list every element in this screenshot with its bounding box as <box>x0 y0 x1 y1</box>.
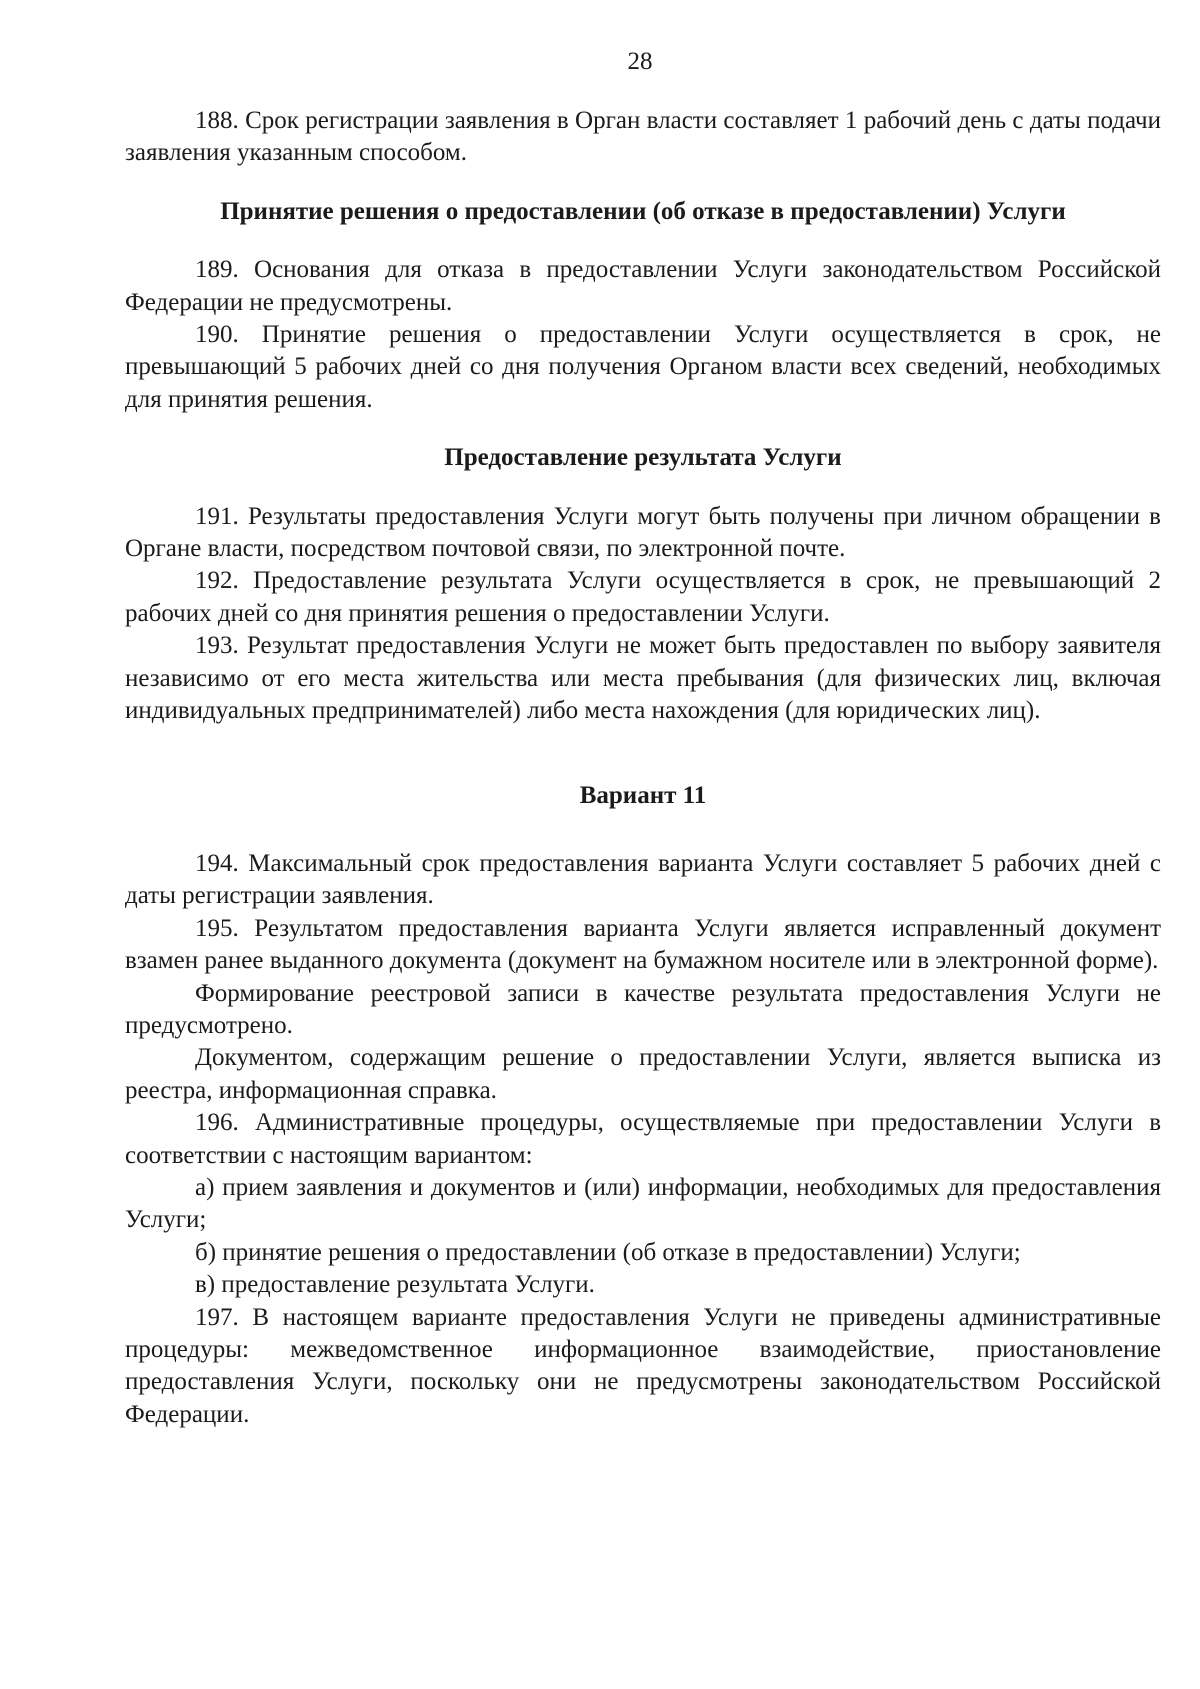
paragraph-195-document: Документом, содержащим решение о предоставлении Услуги, является выписка из реестра, информационная справка. <box>125 1044 1161 1104</box>
paragraph-189: 189. Основания для отказа в предоставлении Услуги законодательством Российской Федерации не предусмотрены. <box>125 256 1161 316</box>
spacer <box>125 728 1161 780</box>
spacer <box>125 812 1161 848</box>
paragraph-197: 197. В настоящем варианте предоставления Услуги не приведены административные процедуры: межведомственное информационное взаимодействие, приостановление предоставления Услуги, поскольку они не предусмотрены законодательством Российской Федерации. <box>125 1303 1161 1428</box>
paragraph-188: 188. Срок регистрации заявления в Орган власти составляет 1 рабочий день с даты подачи заявления указанным способом. <box>125 107 1161 167</box>
section-heading-result: Предоставление результата Услуги <box>444 444 842 472</box>
paragraph-192: 192. Предоставление результата Услуги осуществляется в срок, не превышающий 2 рабочих дней со дня принятия решения о предоставлении Услуги. <box>125 567 1161 627</box>
spacer <box>125 475 1161 501</box>
spacer <box>125 416 1161 442</box>
spacer <box>125 170 1161 196</box>
paragraph-195: 195. Результатом предоставления варианта Услуги является исправленный документ взамен ранее выданного документа (документ на бумажном носителе или в электронной форме). <box>125 914 1161 975</box>
list-item-196-a: а) прием заявления и документов и (или) информации, необходимых для предоставления Услуги; <box>125 1173 1161 1234</box>
section-heading-variant: Вариант 11 <box>579 781 707 809</box>
section-heading-decision: Принятие решения о предоставлении (об отказе в предоставлении) Услуги <box>220 197 1066 225</box>
page-number: 28 <box>627 48 653 75</box>
spacer <box>125 228 1161 254</box>
paragraph-190: 190. Принятие решения о предоставлении Услуги осуществляется в срок, не превышающий 5 рабочих дней со дня получения Органом власти всех сведений, необходимых для принятия решения. <box>125 321 1161 413</box>
list-item-196-b: б) принятие решения о предоставлении (об отказе в предоставлении) Услуги; <box>195 1238 1021 1266</box>
list-item-196-c: в) предоставление результата Услуги. <box>195 1271 595 1299</box>
paragraph-194: 194. Максимальный срок предоставления варианта Услуги составляет 5 рабочих дней с даты регистрации заявления. <box>125 849 1161 910</box>
paragraph-195-registry: Формирование реестровой записи в качестве результата предоставления Услуги не предусмотрено. <box>125 979 1161 1039</box>
document-body <box>125 105 1161 1431</box>
paragraph-196: 196. Административные процедуры, осуществляемые при предоставлении Услуги в соответствии с настоящим вариантом: <box>125 1109 1161 1169</box>
paragraph-191: 191. Результаты предоставления Услуги могут быть получены при личном обращении в Органе власти, посредством почтовой связи, по электронной почте. <box>125 502 1161 563</box>
paragraph-193: 193. Результат предоставления Услуги не может быть предоставлен по выбору заявителя независимо от его места жительства или места пребывания (для физических лиц, включая индивидуальных предпринимателей) либо места нахождения (для юридических лиц). <box>125 632 1161 725</box>
